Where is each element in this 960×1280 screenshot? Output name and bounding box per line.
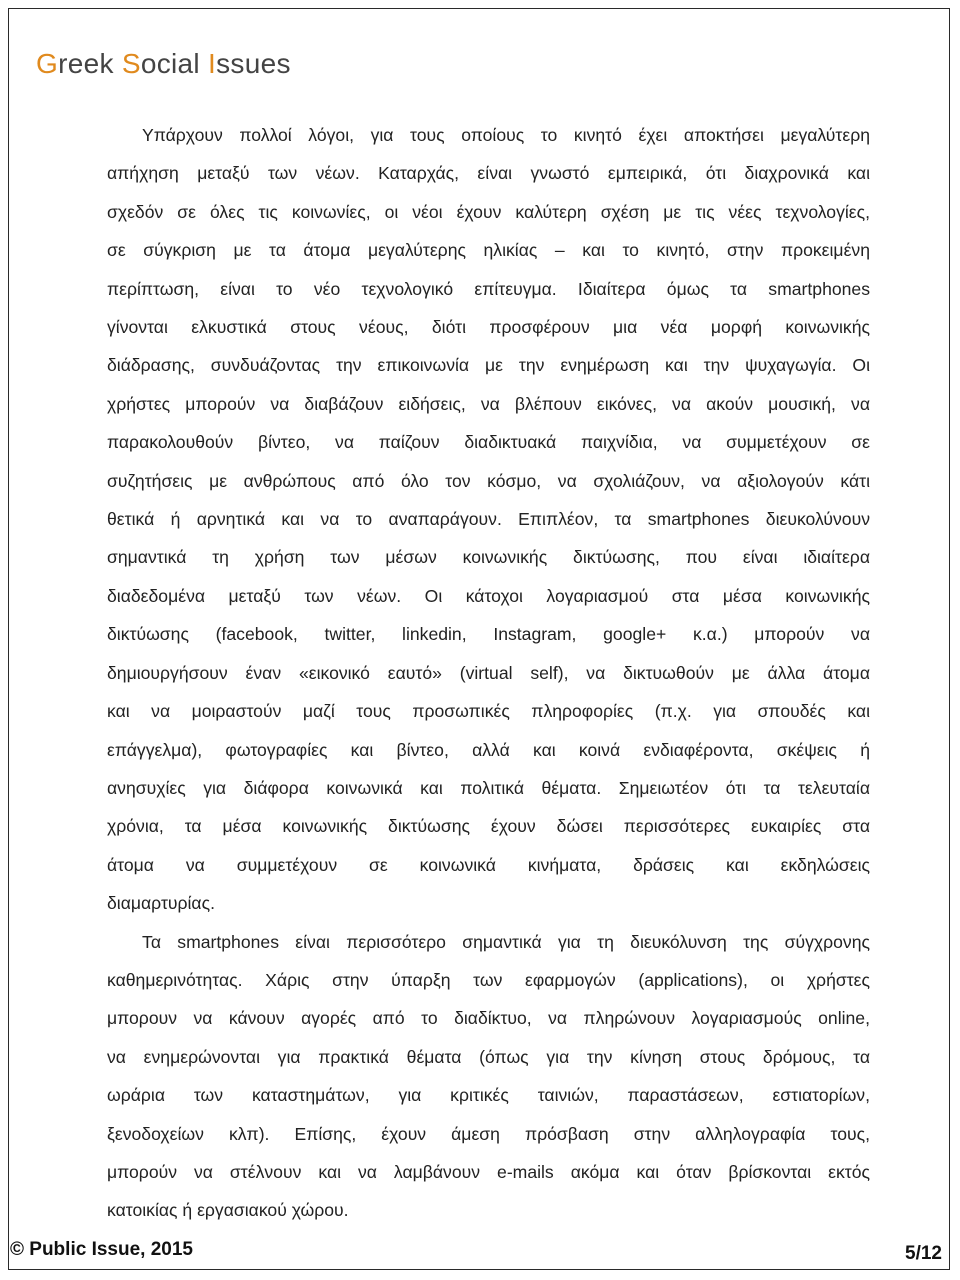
text-line: Υπάρχουν πολλοί λόγοι, για τους οποίους το κινητό έχει αποκτήσει μεγαλύτερη bbox=[142, 125, 870, 145]
copyright-notice: © Public Issue, 2015 bbox=[10, 1239, 193, 1260]
text-line: δημιουργήσουν έναν «εικονικό εαυτό» (virtual self), να δικτυωθούν με άλλα άτομα bbox=[107, 662, 870, 683]
text-line: κατοικίας ή εργασιακού χώρου. bbox=[107, 1200, 349, 1221]
text-line: ανησυχίες για διάφορα κοινωνικά και πολιτικά θέματα. Σημειωτέον ότι τα τελευταία bbox=[107, 777, 870, 798]
text-line: σχεδόν σε όλες τις κοινωνίες, οι νέοι έχουν καλύτερη σχέση με τις νέες τεχνολογίες, bbox=[107, 201, 870, 222]
text-line: να ενημερώνονται για πρακτικά θέματα (όπως για την κίνηση στους δρόμους, τα bbox=[107, 1046, 870, 1067]
text-line: μπορουν να κάνουν αγορές από το διαδίκτυο, να πληρώνουν λογαριασμούς online, bbox=[107, 1008, 870, 1029]
page-title bbox=[36, 48, 291, 80]
text-line: διαδεδομένα μεταξύ των νέων. Οι κάτοχοι λογαριασμού στα μέσα κοινωνικής bbox=[107, 585, 870, 606]
title-part: G bbox=[36, 48, 59, 79]
text-line: δικτύωσης (facebook, twitter, linkedin, Instagram, google+ κ.α.) μπορούν να bbox=[107, 624, 870, 645]
text-line: και να μοιραστούν μαζί τους προσωπικές πληροφορίες (π.χ. για σπουδές και bbox=[107, 701, 870, 722]
text-line: γίνονται ελκυστικά στους νέους, διότι προσφέρουν μια νέα μορφή κοινωνικής bbox=[107, 317, 870, 338]
text-line: περίπτωση, είναι το νέο τεχνολογικό επίτευγμα. Ιδιαίτερα όμως τα smartphones bbox=[107, 278, 870, 299]
text-line: χρόνια, τα μέσα κοινωνικής δικτύωσης έχουν δώσει περισσότερες ευκαιρίες στα bbox=[107, 816, 870, 837]
text-line: σημαντικά τη χρήση των μέσων κοινωνικής δικτύωσης, που είναι ιδιαίτερα bbox=[107, 547, 870, 568]
text-line: Τα smartphones είναι περισσότερο σημαντικά για τη διευκόλυνση της σύγχρονης bbox=[142, 931, 870, 952]
text-line: συζητήσεις με ανθρώπους από όλο τον κόσμο, να σχολιάζουν, να αξιολογούν κάτι bbox=[107, 470, 870, 491]
paragraph bbox=[107, 923, 870, 1230]
text-line: θετικά ή αρνητικά και να το αναπαράγουν. Επιπλέον, τα smartphones διευκολύνουν bbox=[107, 509, 870, 530]
text-line: μπορούν να στέλνουν και να λαμβάνουν e-mails ακόμα και όταν βρίσκονται εκτός bbox=[107, 1161, 870, 1182]
body-text bbox=[107, 116, 870, 1230]
text-line: άτομα να συμμετέχουν σε κοινωνικά κινήματα, δράσεις και εκδηλώσεις bbox=[107, 854, 870, 875]
text-line: διάδρασης, συνδυάζοντας την επικοινωνία με την ενημέρωση και την ψυχαγωγία. Οι bbox=[107, 355, 870, 376]
text-line: χρήστες μπορούν να διαβάζουν ειδήσεις, να βλέπουν εικόνες, να ακούν μουσική, να bbox=[107, 393, 870, 414]
title-part: reek bbox=[58, 48, 122, 79]
title-part: ocial bbox=[140, 48, 208, 79]
text-line: παρακολουθούν βίντεο, να παίζουν διαδικτυακά παιχνίδια, να συμμετέχουν σε bbox=[107, 432, 870, 453]
paragraph bbox=[107, 116, 870, 923]
title-part: S bbox=[121, 48, 141, 79]
text-line: ωράρια των καταστημάτων, για κριτικές ταινιών, παραστάσεων, εστιατορίων, bbox=[107, 1085, 870, 1106]
text-line: διαμαρτυρίας. bbox=[107, 893, 215, 914]
page-number: 5/12 bbox=[905, 1243, 942, 1264]
text-line: απήχηση μεταξύ των νέων. Καταρχάς, είναι γνωστό εμπειρικά, ότι διαχρονικά και bbox=[107, 163, 870, 184]
title-part: I bbox=[208, 48, 217, 79]
text-line: σε σύγκριση με τα άτομα μεγαλύτερης ηλικίας – και το κινητό, στην προκειμένη bbox=[107, 240, 870, 261]
text-line: ξενοδοχείων κλπ). Επίσης, έχουν άμεση πρόσβαση στην αλληλογραφία τους, bbox=[107, 1123, 870, 1144]
title-part: ssues bbox=[216, 48, 291, 79]
text-line: καθημερινότητας. Χάρις στην ύπαρξη των εφαρμογών (applications), οι χρήστες bbox=[107, 969, 870, 990]
text-line: επάγγελμα), φωτογραφίες και βίντεο, αλλά και κοινά ενδιαφέροντα, σκέψεις ή bbox=[107, 739, 870, 760]
